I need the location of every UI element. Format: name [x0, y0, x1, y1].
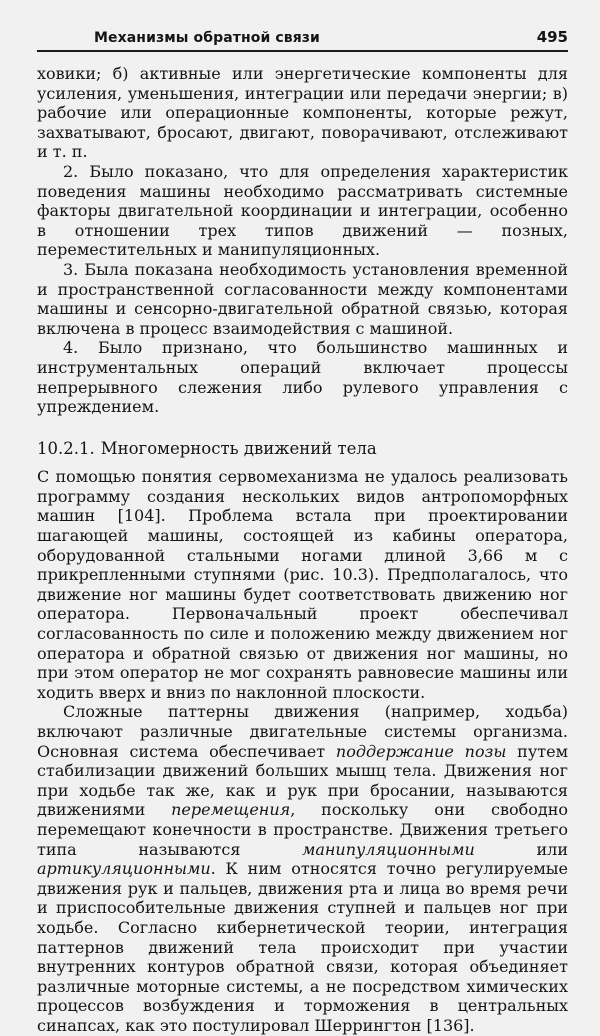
- page-number: 495: [536, 28, 568, 46]
- emphasis-term: манипуляционными: [302, 839, 475, 859]
- page-body: [37, 64, 568, 1036]
- section-heading: [37, 439, 568, 459]
- section-number: 10.2.1.: [37, 438, 95, 458]
- paragraph-item-2: 2. Было показано, что для определения характеристик поведения машины необходимо рассматривать системные факторы двигательной координации и интеграции, особенно в отношении трех типов движений — позных, переместительных и манипуляционных.: [37, 161, 568, 260]
- text-run: . К ним относятся точно регулируемые движения рук и пальцев, движения рта и лица во время речи и приспособительные движения ступней и пальцев ног при ходьбе. Согласно кибернетической теории, интеграция паттернов движений тела происходит при участии внутренних контуров обратной связи, которая объединяет различные моторные системы, а не посредством химических процессов возбуждения и торможения в центральных синапсах, как это постулировал Шеррингтон [136].: [37, 859, 568, 1035]
- page-header: [37, 26, 568, 52]
- text-run: , поскольку они свободно перемещают конечности в пространстве. Движения третьего типа называются: [37, 800, 569, 859]
- section-paragraph-1: С помощью понятия сервомеханизма не удалось реализовать программу создания нескольких видов антропоморфных машин [104]. Проблема встала при проектировании шагающей машины, состоящей из кабины оператора, оборудованной стальными ногами длиной 3,66 м с прикрепленными ступнями (рис. 10.3). Предполагалось, что движение ног машины будет соответствовать движению ног оператора. Первоначальный проект обеспечивал согласованность по силе и положению между движением ног оператора и обратной связью от движения ног машины, но при этом оператор не мог сохранять равновесие машины или ходить вверх и вниз по наклонной плоскости.: [37, 467, 568, 702]
- section-title: Многомерность движений тела: [100, 438, 377, 458]
- section-paragraph-2: [37, 702, 568, 1035]
- running-title: Механизмы обратной связи: [94, 30, 320, 46]
- emphasis-term: поддержание позы: [335, 741, 507, 761]
- paragraph-item-3: 3. Была показана необходимость установления временной и пространственной согласованности между компонентами машины и сенсорно-двигательной обратной связью, которая включена в процесс взаимодействия с машиной.: [37, 259, 568, 338]
- emphasis-term: артикуляционными: [37, 859, 211, 879]
- text-run: Сложные паттерны движения (например, ходьба) включают различные двигательные системы организма. Основная система обеспечивает: [37, 702, 568, 761]
- text-run: путем стабилизации движений больших мышц тела. Движения ног при ходьбе так же, как и рук при бросании, называются движениями: [37, 741, 569, 820]
- text-run: или: [474, 839, 568, 859]
- paragraph-item-4: 4. Было признано, что большинство машинных и инструментальных операций включает процессы непрерывного слежения либо рулевого управления с упреждением.: [37, 338, 568, 417]
- paragraph-continuation: ховики; б) активные или энергетические компоненты для усиления, уменьшения, интеграции или передачи энергии; в) рабочие или операционные компоненты, которые режут, захватывают, бросают, двигают, поворачивают, отслеживают и т. п.: [37, 64, 568, 162]
- emphasis-term: перемещения: [171, 800, 291, 820]
